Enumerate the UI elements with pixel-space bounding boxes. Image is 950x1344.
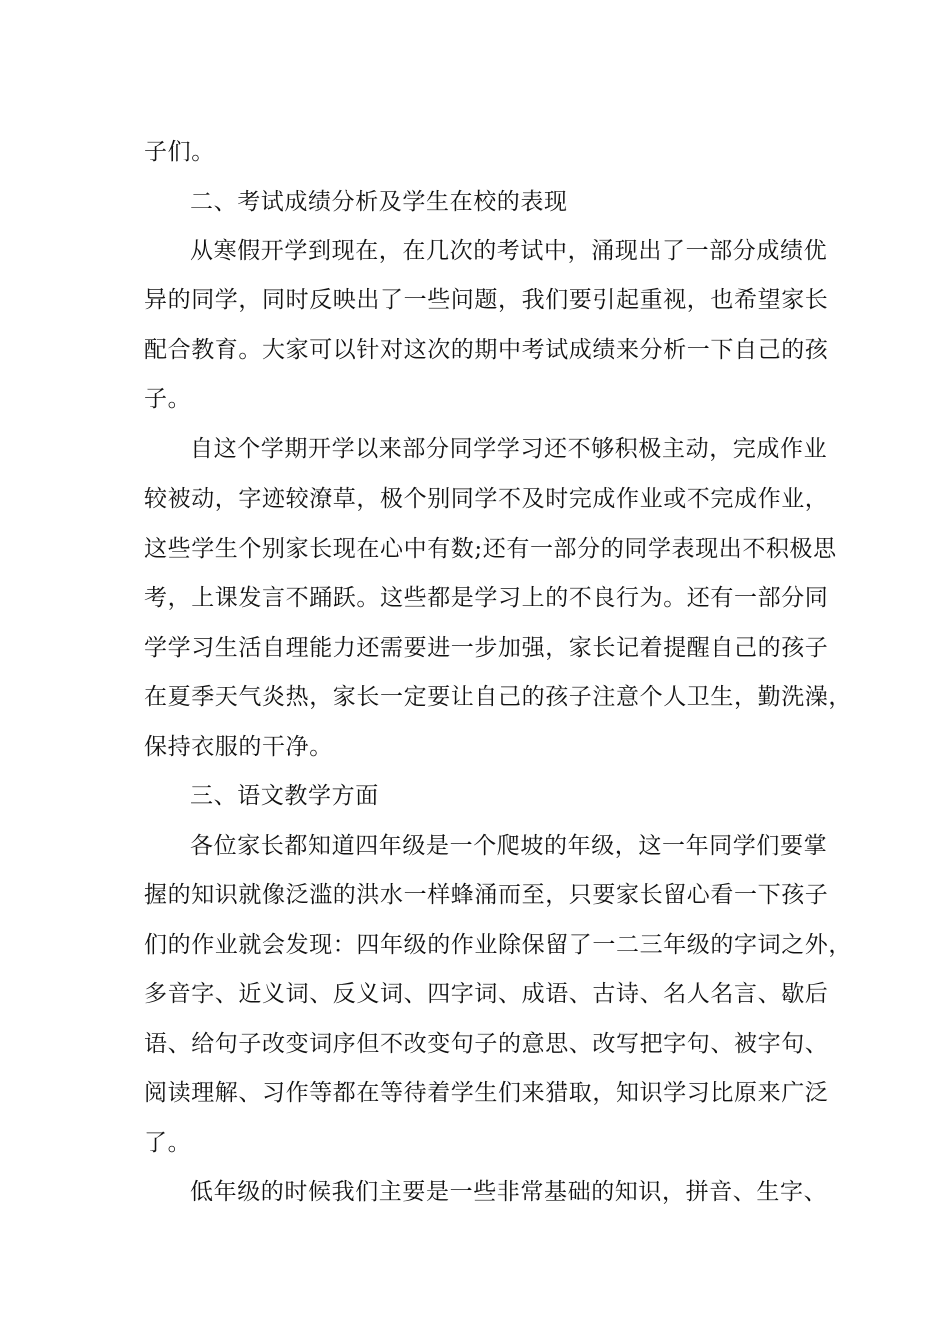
text-line: 握的知识就像泛滥的洪水一样蜂涌而至，只要家长留心看一下孩子	[144, 882, 829, 908]
text-line: 低年级的时候我们主要是一些非常基础的知识，拼音、生字、	[190, 1179, 828, 1205]
text-line: 考，上课发言不踊跃。这些都是学习上的不良行为。还有一部分同	[144, 585, 829, 611]
text-line: 学学习生活自理能力还需要进一步加强，家长记着提醒自己的孩子	[144, 635, 829, 661]
text-line: 们的作业就会发现：四年级的作业除保留了一二三年级的字词之外，	[144, 932, 852, 958]
text-line: 语、给句子改变词序但不改变句子的意思、改写把字句、被字句、	[144, 1031, 829, 1057]
text-line: 这些学生个别家长现在心中有数;还有一部分的同学表现出不积极思	[144, 536, 837, 562]
text-line: 配合教育。大家可以针对这次的期中考试成绩来分析一下自己的孩	[144, 337, 829, 363]
text-line: 较被动，字迹较潦草，极个别同学不及时完成作业或不完成作业，	[144, 486, 829, 512]
section-heading: 二、考试成绩分析及学生在校的表现	[190, 189, 568, 215]
text-line: 子们。	[144, 139, 215, 165]
text-line: 在夏季天气炎热，家长一定要让自己的孩子注意个人卫生，勤洗澡，	[144, 684, 852, 710]
text-line: 异的同学，同时反映出了一些问题，我们要引起重视，也希望家长	[144, 287, 829, 313]
text-line: 各位家长都知道四年级是一个爬坡的年级，这一年同学们要掌	[190, 833, 828, 859]
text-line: 了。	[144, 1130, 192, 1156]
text-line: 多音字、近义词、反义词、四字词、成语、古诗、名人名言、歇后	[144, 981, 829, 1007]
text-line: 从寒假开学到现在，在几次的考试中，涌现出了一部分成绩优	[190, 238, 828, 264]
text-line: 阅读理解、习作等都在等待着学生们来猎取，知识学习比原来广泛	[144, 1080, 829, 1106]
text-line: 自这个学期开学以来部分同学学习还不够积极主动，完成作业	[190, 436, 828, 462]
section-heading: 三、语文教学方面	[190, 783, 379, 809]
text-line: 保持衣服的干净。	[144, 734, 333, 760]
text-line: 子。	[144, 386, 192, 412]
